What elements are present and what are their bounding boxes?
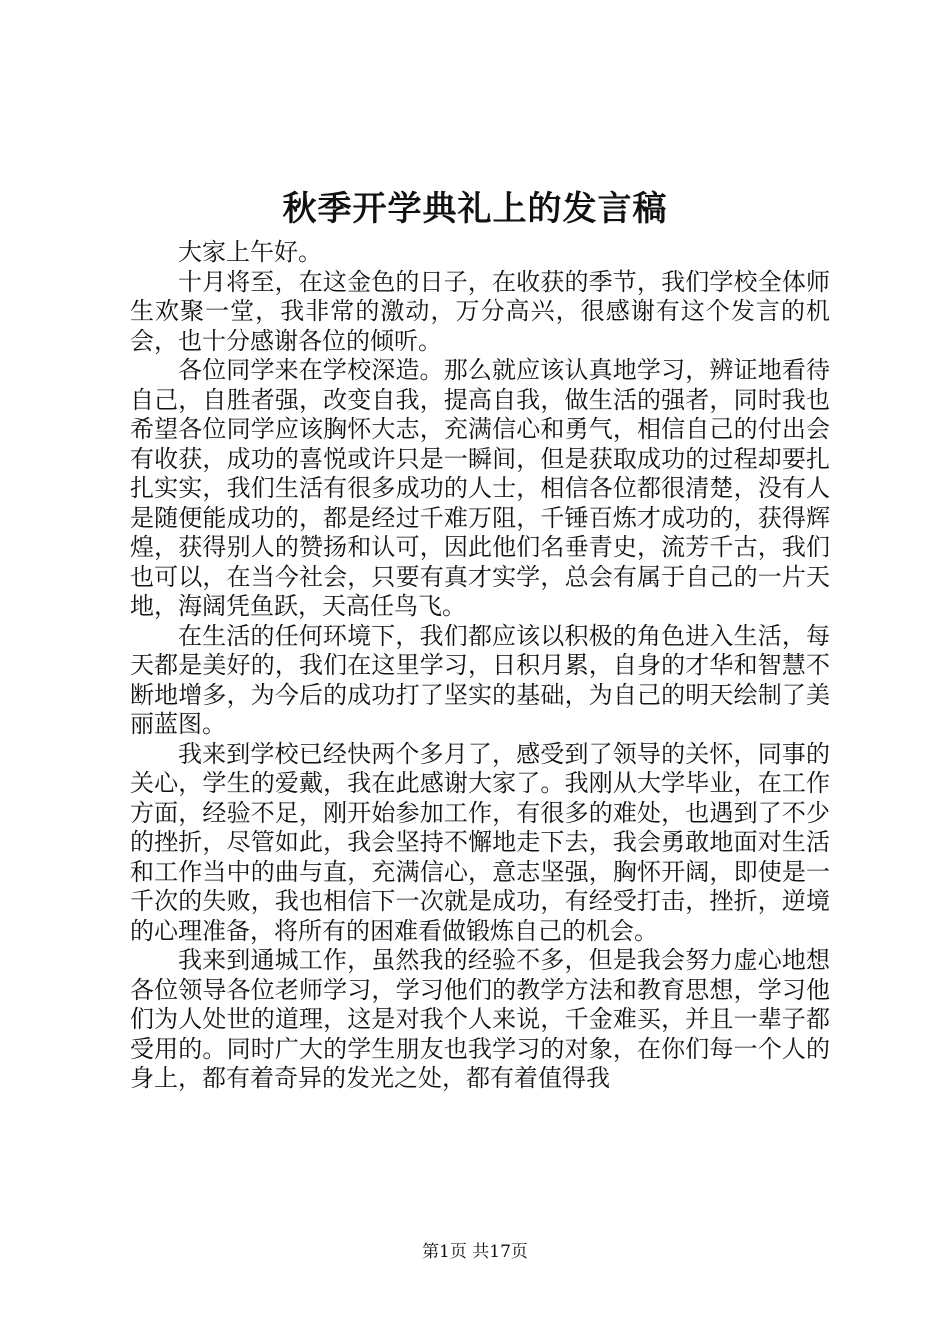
paragraph-students: 各位同学来在学校深造。那么就应该认真地学习，辨证地看待自己，自胜者强，改变自我，提高自我，做生活的强者，同时我也希望各位同学应该胸怀大志，充满信心和勇气，相信自己的付出会有收获，成功的喜悦或许只是一瞬间，但是获取成功的过程却要扎扎实实，我们生活有很多成功的人士，相信各位都很清楚，没有人是随便能成功的，都是经过千难万阻，千锤百炼才成功的，获得辉煌，获得别人的赞扬和认可，因此他们名垂青史，流芳千古，我们也可以，在当今社会，只要有真才实学，总会有属于自己的一片天地，海阔凭鱼跃，天高任鸟飞。	[130, 356, 830, 620]
paragraph-learning: 我来到通城工作，虽然我的经验不多，但是我会努力虚心地想各位领导各位老师学习，学习他们的教学方法和教育思想，学习他们为人处世的道理，这是对我个人来说，千金难买，并且一辈子都受用的。同时广大的学生朋友也我学习的对象，在你们每一个人的身上，都有着奇异的发光之处，都有着值得我	[130, 946, 830, 1092]
paragraph-life: 在生活的任何环境下，我们都应该以积极的角色进入生活，每天都是美好的，我们在这里学习，日积月累，自身的才华和智慧不断地增多，为今后的成功打了坚实的基础，为自己的明天绘制了美丽蓝图。	[130, 621, 830, 738]
document-body	[130, 238, 830, 1094]
paragraph-personal: 我来到学校已经快两个多月了，感受到了领导的关怀，同事的关心，学生的爱戴，我在此感谢大家了。我刚从大学毕业，在工作方面，经验不足，刚开始参加工作，有很多的难处，也遇到了不少的挫折，尽管如此，我会坚持不懈地走下去，我会勇敢地面对生活和工作当中的曲与直，充满信心，意志坚强，胸怀开阔，即使是一千次的失败，我也相信下一次就是成功，有经受打击，挫折，逆境的心理准备，将所有的困难看做锻炼自己的机会。	[130, 739, 830, 945]
page-number-footer: 第1页 共17页	[422, 1242, 528, 1262]
paragraph-greeting: 大家上午好。	[178, 238, 322, 266]
document-title: 秋季开学典礼上的发言稿	[282, 189, 668, 229]
paragraph-opening: 十月将至，在这金色的日子，在收获的季节，我们学校全体师生欢聚一堂，我非常的激动，万分高兴，很感谢有这个发言的机会，也十分感谢各位的倾听。	[130, 267, 830, 355]
